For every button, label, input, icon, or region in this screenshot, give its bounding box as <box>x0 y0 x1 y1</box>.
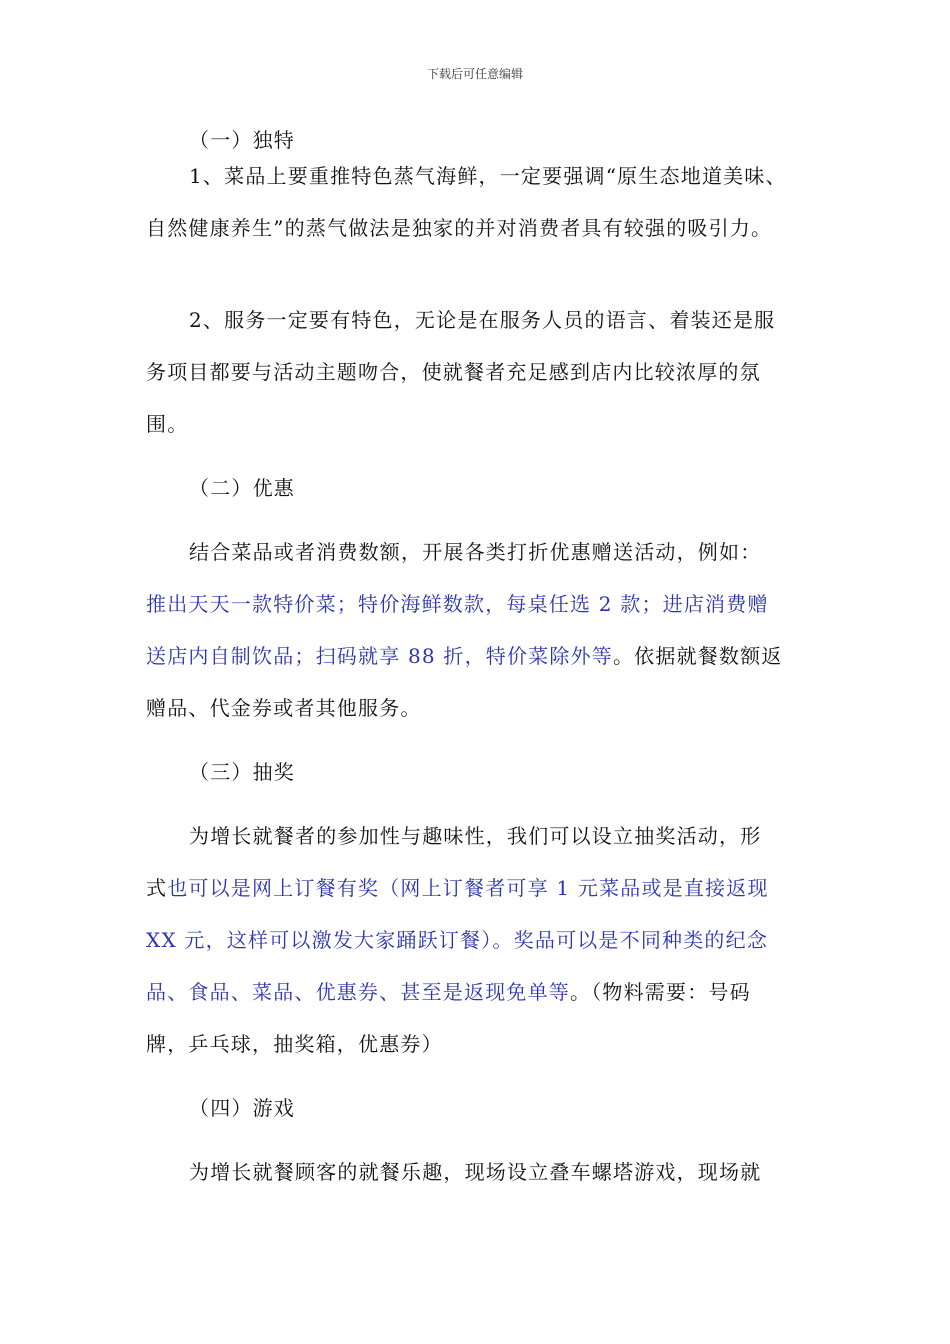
text-line-mixed <box>146 630 816 682</box>
plain-text: 式 <box>146 876 168 900</box>
plain-text: 。（物料需要：号码 <box>570 980 751 1004</box>
highlighted-text: 品、食品、菜品、优惠券、甚至是返现免单等 <box>146 980 570 1004</box>
text-line-highlighted: XX 元，这样可以激发大家踊跃订餐）。奖品可以是不同种类的纪念 <box>146 928 769 952</box>
text-line-mixed <box>146 966 816 1018</box>
page-header: 下载后可任意编辑 <box>426 67 523 81</box>
paragraph-3 <box>146 810 816 1070</box>
text-line-highlighted: 推出天天一款特价菜；特价海鲜数款，每桌任选 2 款；进店消费赠 <box>146 592 769 616</box>
heading-text: （一）独特 <box>189 128 295 152</box>
heading-text: （二）优惠 <box>189 476 295 500</box>
heading-text: （三）抽奖 <box>189 760 295 784</box>
text-line: 自然健康养生”的蒸气做法是独家的并对消费者具有较强的吸引力。 <box>146 216 773 240</box>
text-line: 为增长就餐者的参加性与趣味性，我们可以设立抽奖活动，形 <box>189 824 762 848</box>
text-line: 围。 <box>146 412 189 436</box>
paragraph-4 <box>146 1146 816 1198</box>
heading-text: （四）游戏 <box>189 1096 295 1120</box>
paragraph-2 <box>146 526 816 734</box>
plain-text: 。依据就餐数额返 <box>612 644 783 668</box>
highlighted-text: 也可以是网上订餐有奖（网上订餐者可享 1 元菜品或是直接返现 <box>167 876 769 900</box>
text-line: 结合菜品或者消费数额，开展各类打折优惠赠送活动，例如： <box>189 540 762 564</box>
text-line: 务项目都要与活动主题吻合，使就餐者充足感到店内比较浓厚的氛 <box>146 360 761 384</box>
text-line-mixed <box>146 862 816 914</box>
text-line: 2、服务一定要有特色，无论是在服务人员的语言、着装还是服 <box>189 308 776 332</box>
paragraph-1-2 <box>146 294 816 450</box>
paragraph-1-1 <box>146 150 816 254</box>
text-line: 牌，乒乓球，抽奖箱，优惠券） <box>146 1032 443 1056</box>
text-line: 为增长就餐顾客的就餐乐趣，现场设立叠车螺塔游戏，现场就 <box>189 1160 762 1184</box>
section-heading-2 <box>146 462 816 514</box>
text-line: 1、菜品上要重推特色蒸气海鲜，一定要强调“原生态地道美味、 <box>189 164 787 188</box>
section-heading-4 <box>146 1082 816 1134</box>
section-heading-3 <box>146 746 816 798</box>
text-line: 赠品、代金券或者其他服务。 <box>146 696 422 720</box>
highlighted-text: 送店内自制饮品；扫码就享 88 折，特价菜除外等 <box>146 644 613 668</box>
